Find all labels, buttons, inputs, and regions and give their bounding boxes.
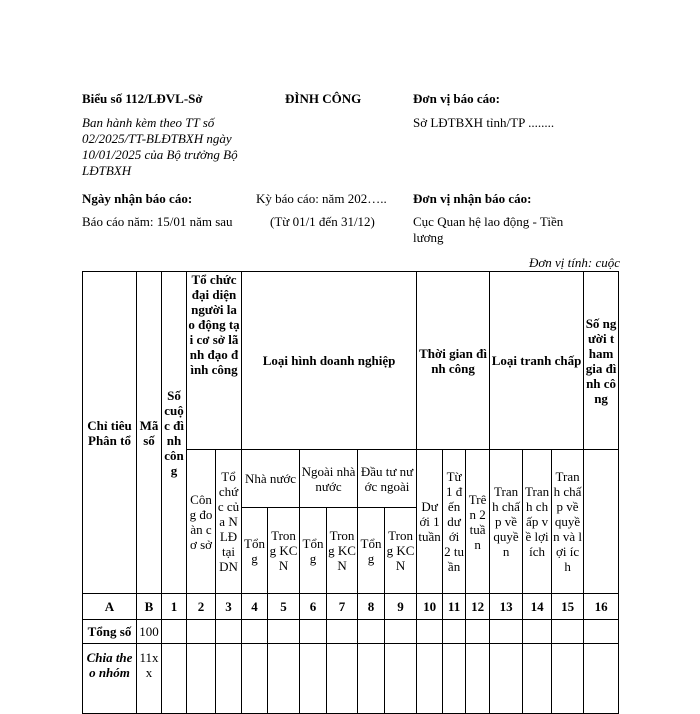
data-cell[interactable] — [552, 644, 584, 714]
header-enterprise-type: Loại hình doanh nghiệp — [242, 272, 417, 450]
data-cell[interactable] — [327, 644, 358, 714]
data-cell[interactable] — [358, 620, 385, 644]
sub-header-union: Công đoàn cơ sở — [187, 450, 216, 594]
index-cell: 11 — [443, 594, 466, 620]
data-cell[interactable] — [466, 644, 490, 714]
header-strike-count: Số cuộc đình công — [162, 272, 187, 594]
unit-of-measure-note: Đơn vị tính: cuộc — [528, 255, 620, 270]
data-cell[interactable] — [162, 644, 187, 714]
index-cell: 7 — [327, 594, 358, 620]
sub-header-fdi: Đầu tư nước ngoài — [358, 450, 417, 508]
index-cell: 10 — [417, 594, 443, 620]
data-cell[interactable] — [300, 644, 327, 714]
sub-header-worker-org: Tổ chức của NLĐ tại DN — [216, 450, 242, 594]
row-total-code: 100 — [137, 620, 162, 644]
sub-header-participants-blank — [584, 450, 619, 594]
reporting-unit-label: Đơn vị báo cáo: — [413, 91, 501, 106]
data-cell[interactable] — [242, 644, 268, 714]
data-cell[interactable] — [327, 620, 358, 644]
index-cell: 1 — [162, 594, 187, 620]
sub-header-1-to-2-weeks: Từ 1 đến dưới 2 tuần — [443, 450, 466, 594]
data-cell[interactable] — [490, 644, 523, 714]
receive-date-label: Ngày nhận báo cáo: — [82, 191, 193, 206]
row-total-label: Tổng số — [83, 620, 137, 644]
index-cell: 8 — [358, 594, 385, 620]
strike-report-table — [82, 271, 619, 714]
index-cell: A — [83, 594, 137, 620]
data-cell[interactable] — [268, 620, 300, 644]
sub-header-over-2-weeks: Trên 2 tuần — [466, 450, 490, 594]
form-code: Biểu số 112/LĐVL-Sở — [82, 91, 203, 106]
index-cell: 6 — [300, 594, 327, 620]
data-cell[interactable] — [216, 620, 242, 644]
index-cell: 5 — [268, 594, 300, 620]
data-cell[interactable] — [417, 644, 443, 714]
data-cell[interactable] — [216, 644, 242, 714]
data-cell[interactable] — [358, 644, 385, 714]
index-cell: 3 — [216, 594, 242, 620]
index-cell: 12 — [466, 594, 490, 620]
row-group-code: 11xx — [137, 644, 162, 714]
header-participants: Số người tham gia đình công — [584, 272, 619, 450]
report-period-range: (Từ 01/1 đến 31/12) — [270, 214, 375, 229]
index-cell: 14 — [523, 594, 552, 620]
sub-header-nonstate: Ngoài nhà nước — [300, 450, 358, 508]
report-period-label: Kỳ báo cáo: năm 202….. — [256, 191, 387, 206]
data-cell[interactable] — [584, 644, 619, 714]
data-cell[interactable] — [443, 620, 466, 644]
index-cell: 2 — [187, 594, 216, 620]
issued-with-note: Ban hành kèm theo TT số 02/2025/TT-BLĐTBXH ngày 10/01/2025 của Bộ trưởng Bộ LĐTBXH — [82, 115, 238, 178]
leaf-fdi-in-kcn: Trong KCN — [385, 508, 417, 594]
data-cell[interactable] — [490, 620, 523, 644]
index-cell: 16 — [584, 594, 619, 620]
leaf-nonstate-in-kcn: Trong KCN — [327, 508, 358, 594]
data-cell[interactable] — [584, 620, 619, 644]
data-cell[interactable] — [268, 644, 300, 714]
table-row-group — [83, 644, 619, 714]
leaf-fdi-total: Tổng — [358, 508, 385, 594]
data-cell[interactable] — [417, 620, 443, 644]
sub-header-interests-dispute: Tranh chấp về lợi ích — [523, 450, 552, 594]
table-row-total — [83, 620, 619, 644]
header-dispute-type: Loại tranh chấp — [490, 272, 584, 450]
data-cell[interactable] — [466, 620, 490, 644]
data-cell[interactable] — [385, 644, 417, 714]
index-row — [83, 594, 619, 620]
header-duration: Thời gian đình công — [417, 272, 490, 450]
receiving-unit-value: Cục Quan hệ lao động - Tiền lương — [413, 214, 564, 245]
reporting-unit-value: Sở LĐTBXH tỉnh/TP ........ — [413, 115, 555, 130]
form-title: ĐÌNH CÔNG — [285, 91, 362, 106]
data-cell[interactable] — [443, 644, 466, 714]
leaf-nonstate-total: Tổng — [300, 508, 327, 594]
data-cell[interactable] — [242, 620, 268, 644]
receiving-unit-label: Đơn vị nhận báo cáo: — [413, 191, 532, 206]
data-cell[interactable] — [385, 620, 417, 644]
data-cell[interactable] — [162, 620, 187, 644]
receive-date-value: Báo cáo năm: 15/01 năm sau — [82, 214, 233, 229]
sub-header-rights-interests-dispute: Tranh chấp về quyền và lợi ích — [552, 450, 584, 594]
data-cell[interactable] — [187, 644, 216, 714]
header-code: Mã số — [137, 272, 162, 594]
sub-header-under-1-week: Dưới 1 tuần — [417, 450, 443, 594]
data-cell[interactable] — [300, 620, 327, 644]
row-group-label: Chia theo nhóm — [83, 644, 137, 714]
data-cell[interactable] — [523, 620, 552, 644]
index-cell: B — [137, 594, 162, 620]
leaf-state-in-kcn: Trong KCN — [268, 508, 300, 594]
header-indicator: Chỉ tiêu Phân tổ — [83, 272, 137, 594]
index-cell: 13 — [490, 594, 523, 620]
index-cell: 9 — [385, 594, 417, 620]
sub-header-state: Nhà nước — [242, 450, 300, 508]
data-cell[interactable] — [523, 644, 552, 714]
data-cell[interactable] — [187, 620, 216, 644]
sub-header-rights-dispute: Tranh chấp về quyền — [490, 450, 523, 594]
index-cell: 15 — [552, 594, 584, 620]
leaf-state-total: Tổng — [242, 508, 268, 594]
header-rep-org: Tổ chức đại diện người lao động tại cơ sở lãnh đạo đình công — [187, 272, 242, 450]
data-cell[interactable] — [552, 620, 584, 644]
index-cell: 4 — [242, 594, 268, 620]
